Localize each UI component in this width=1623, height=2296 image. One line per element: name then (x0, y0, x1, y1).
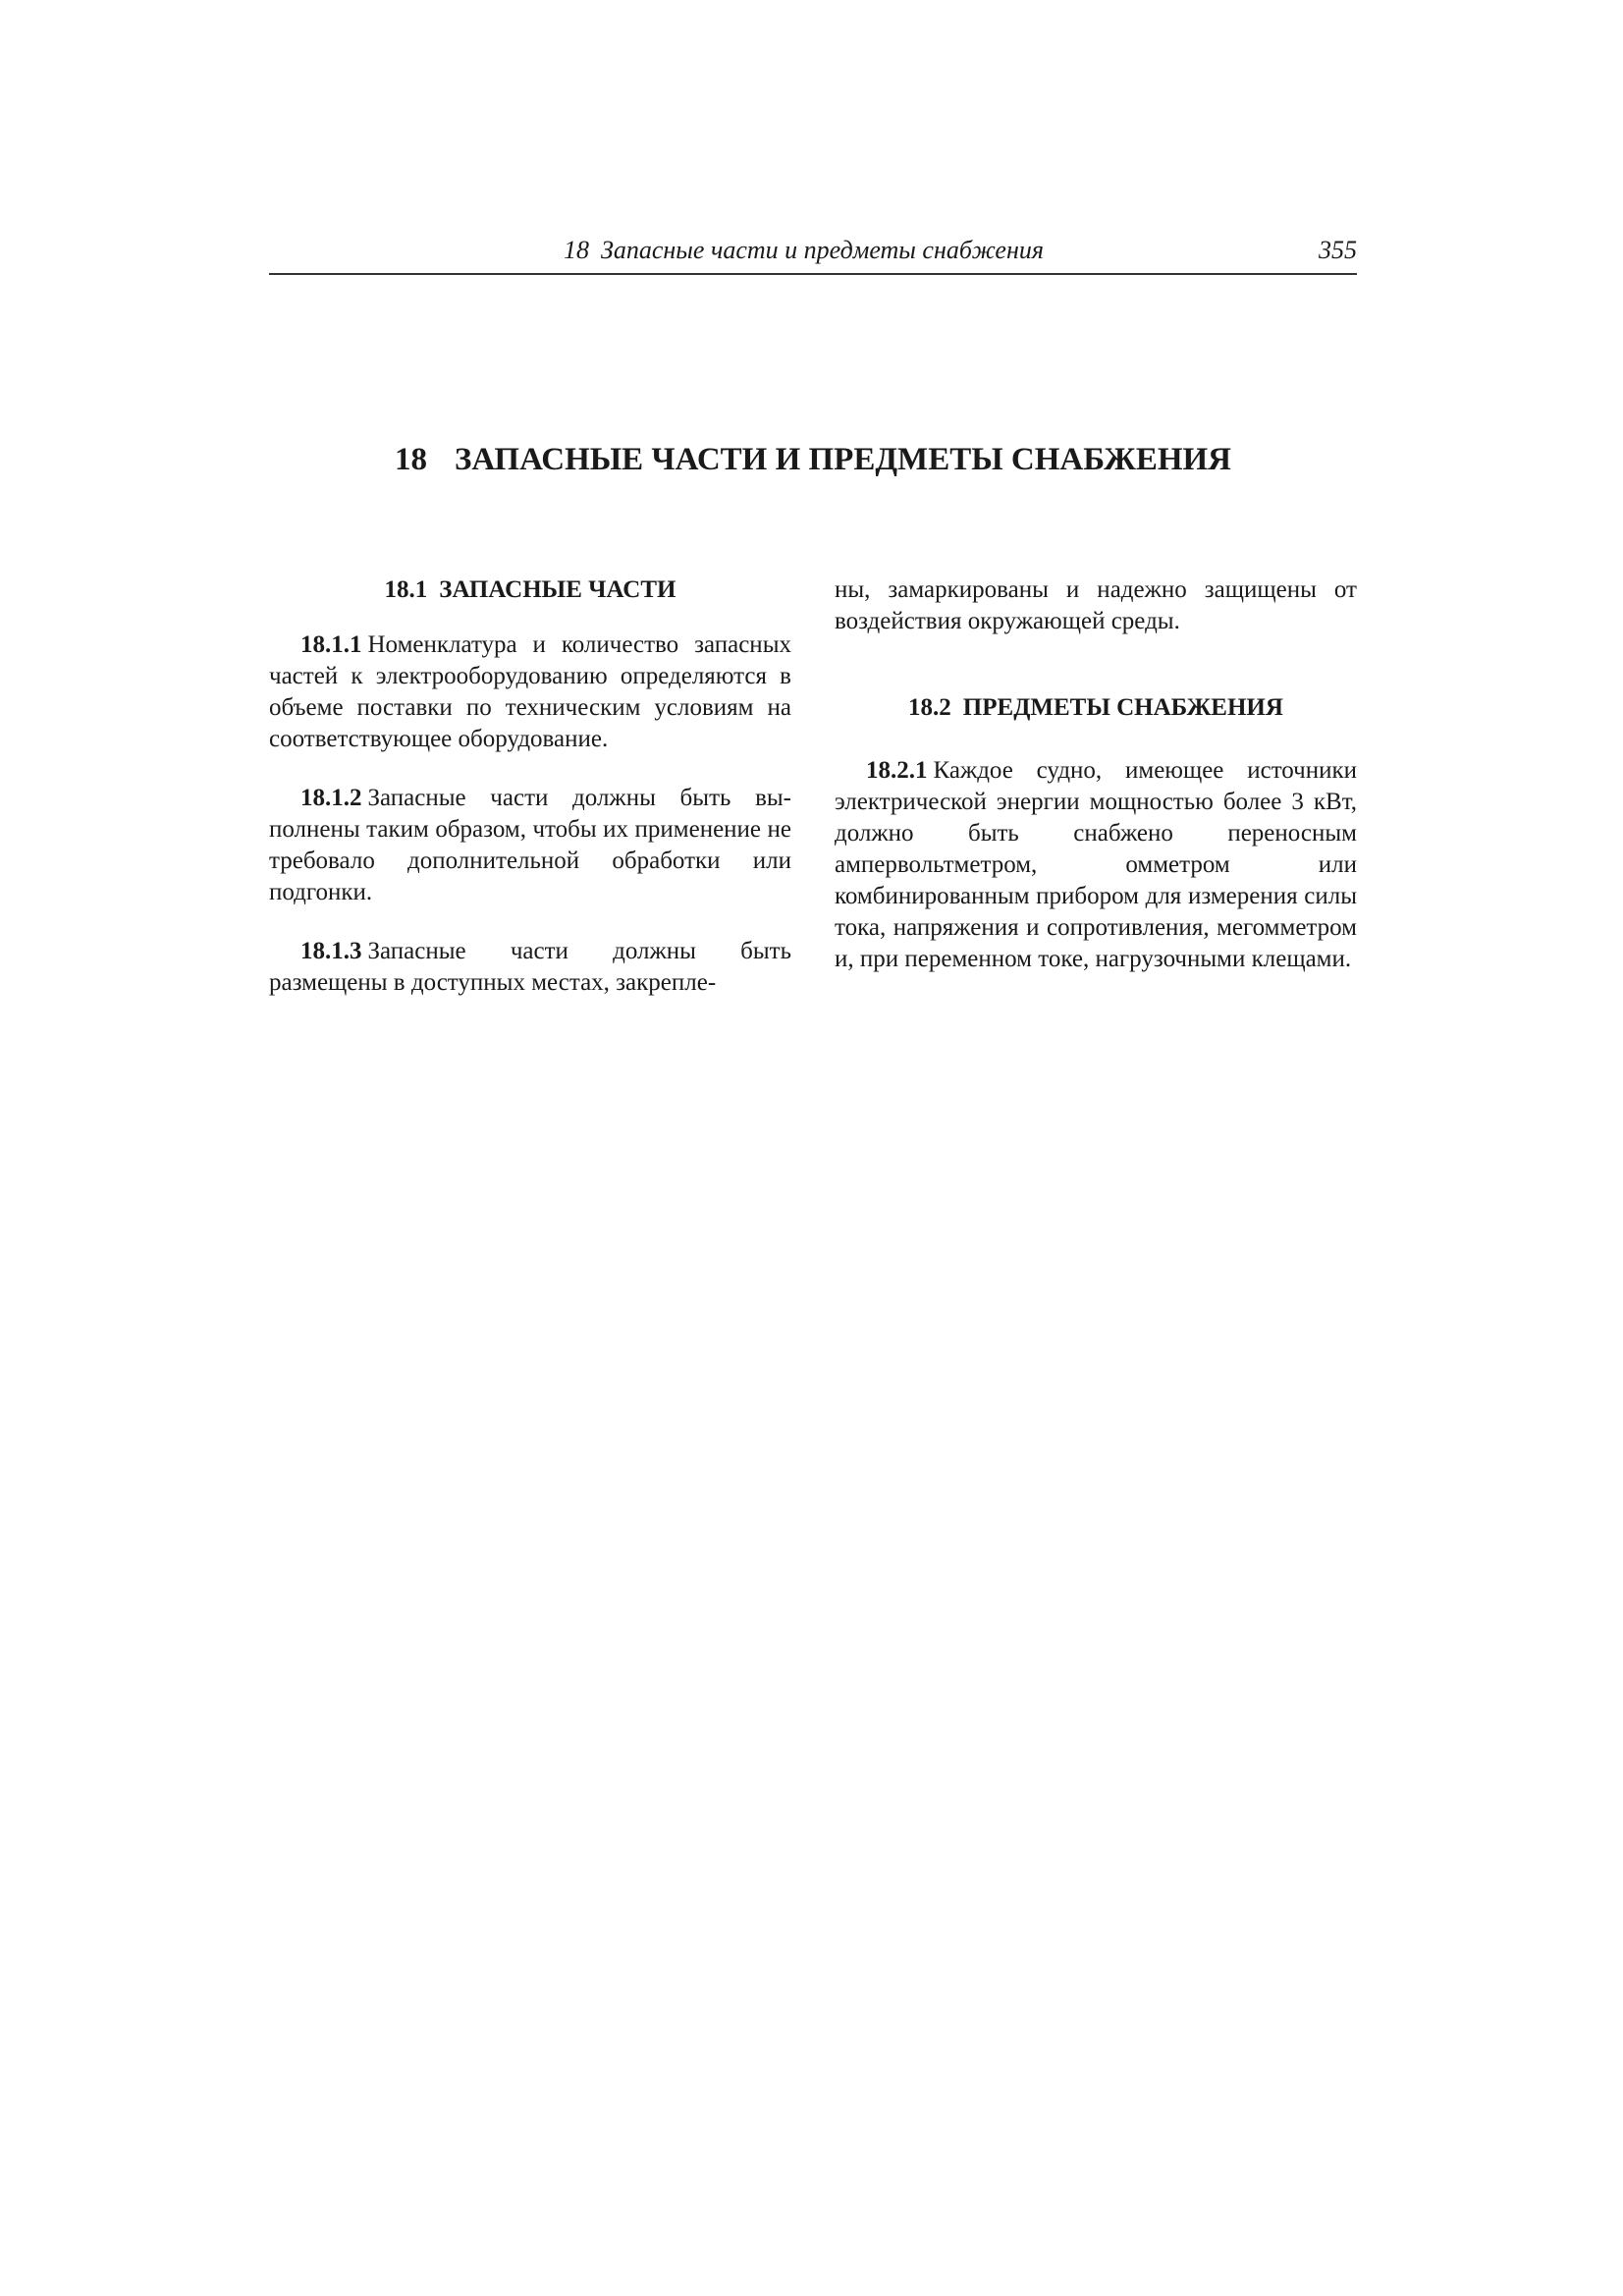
clause-18-1-3-continuation: ны, замаркированы и надежно защищены от воздействия окружающей среды. (835, 576, 1357, 634)
section-number: 18.2 (908, 694, 951, 721)
chapter-title (269, 440, 1357, 479)
clause-number: 18.1.2 (300, 785, 362, 811)
clause-number: 18.1.3 (300, 938, 362, 964)
section-heading-18-1 (269, 574, 791, 606)
running-header-chapter-number: 18 (564, 236, 589, 264)
clause-18-2-1 (835, 755, 1357, 975)
clause-text: Номенклатура и количество запасных частей к электрооборудованию определяются в объеме поставки по техническим условиям на соответствующее оборудование. (269, 631, 791, 752)
clause-number: 18.2.1 (866, 757, 928, 784)
right-column (835, 574, 1357, 975)
running-header-title (564, 236, 1044, 265)
section-heading-18-2 (835, 692, 1357, 724)
clause-18-1-3 (269, 936, 791, 999)
clause-text: Запасные части должны быть выполнены таким образом, чтобы их применение не требовало дополнительной обработки или подгонки. (269, 785, 791, 905)
clause-number: 18.1.1 (300, 631, 362, 658)
clause-text-part-1: Запасные части должны быть размещены в доступных местах, закрепле- (269, 938, 791, 996)
section-number: 18.1 (384, 576, 428, 603)
section-title: ЗАПАСНЫЕ ЧАСТИ (439, 576, 676, 603)
page-number: 355 (1319, 236, 1357, 264)
left-column (269, 574, 791, 999)
running-header (269, 234, 1357, 275)
clause-18-1-1 (269, 629, 791, 755)
clause-text: Каждое судно, имеющее источники электрической энергии мощностью более 3 кВт, должно быть снабжено переносным ампервольтметром, омметром или комбинированным прибором для измерения силы тока, напряжения и сопротивления, мегомметром и, при переменном токе, нагрузочными клещами. (835, 757, 1357, 972)
clause-18-1-2 (269, 783, 791, 908)
section-title: ПРЕДМЕТЫ СНАБЖЕНИЯ (962, 694, 1283, 721)
chapter-title-text: ЗАПАСНЫЕ ЧАСТИ И ПРЕДМЕТЫ СНАБЖЕНИЯ (454, 442, 1232, 477)
chapter-number: 18 (394, 442, 427, 477)
running-header-chapter-title: Запасные части и предметы снабжения (601, 236, 1044, 264)
